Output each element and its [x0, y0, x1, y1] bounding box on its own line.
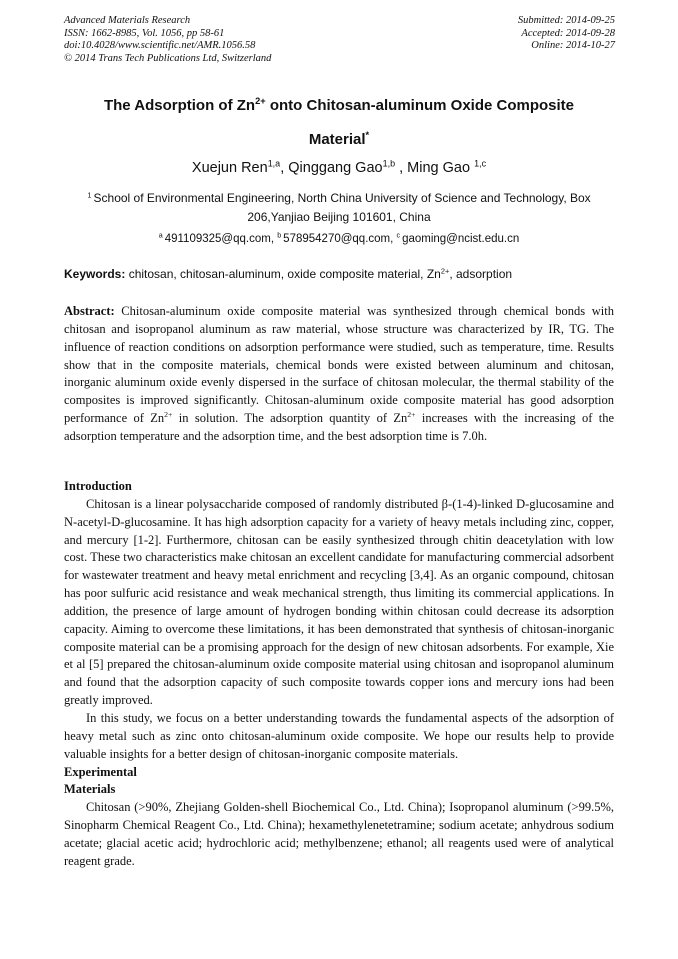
paragraph: Chitosan (>90%, Zhejiang Golden-shell Biochemical Co., Ltd. China); Isopropanol aluminum (>99.5%, Sinopharm Chemical Reagent Co., Ltd. China); hexamethylenetetramine; sodium acetate; anhydrous sodium acetate; glacial acetic acid; hydrochloric acid; methylbenzene; ethanol; all reagents used were of analytical reagent grade. [64, 800, 614, 868]
author-name: Ming Gao [407, 160, 475, 176]
email-address: 491109325@qq.com [164, 233, 271, 245]
paragraph: Chitosan is a linear polysaccharide composed of randomly distributed β-(1-4)-linked D-glucosamine and N-acetyl-D-glucosamine. It has high adsorption capacity for a variety of heavy metals including zinc, copper, and mercury [1-2]. Furthermore, chitosan can be easily synthesized through chitin deacetylation with low cost. These two characteristics make chitosan an excellent candidate for manufacturing commercial adsorbent for wastewater treatment and heavy metal enrichment and recycling [3,4]. As an organic compound, chitosan has poor sulfuric acid resistance and weak mechanical strength, thus limiting its commercial applications. In addition, the presence of large amount of hydrogen bonding within chitosan could decrease its adsorption capacity. Aiming to overcome these limitations, it has been demonstrated that synthesis of chitosan-inorganic composite material can be a promising approach for the design of new chitosan adsorbents. For example, Xie et al [5] prepared the chitosan-aluminum oxide composite material using chitosan and isopropanol aluminum and found that the adsorption capacity of such composite towards copper ions and mercury ions had been greatly improved. [64, 496, 614, 708]
paper-title: The Adsorption of $Zn^{2+}$ onto Chitosan-aluminum Oxide Composite Material* [103, 96, 575, 148]
accepted-date: Accepted: 2014-09-28 [521, 27, 615, 39]
issn-line: ISSN: 1662-8985, Vol. 1056, pp 58-61 [64, 27, 225, 39]
section-heading-experimental: Experimental [64, 764, 137, 779]
email-list: $^a$ 491109325@qq.com, $^b$ 578954270@qq.com, $^c$ gaoming@ncist.edu.cn [158, 231, 520, 245]
subsection-heading-materials: Materials [64, 782, 116, 797]
section-heading-introduction: Introduction [64, 479, 132, 493]
main-body [64, 478, 614, 871]
doi-line: doi:10.4028/www.scientific.net/AMR.1056.58 [64, 40, 256, 52]
copyright-line: © 2014 Trans Tech Publications Ltd, Switzerland [64, 52, 272, 64]
journal-info [64, 15, 271, 65]
abstract: Abstract: Chitosan-aluminum oxide composite material was synthesized through chemical bonds with chitosan and isopropanol aluminum as raw material, whose structure was characterized by IR, TG. The influence of reaction conditions on adsorption performance were studied, such as temperature, time. Results show that in the composite materials, chemical bonds were existed between aluminum and chitosan, inorganic aluminum oxide evenly dispersed in the surface of chitosan molecular, the thermal stability of the composites is improved significantly. Chitosan-aluminum oxide composite material has good adsorption performance of $Zn^{2+}$ in solution. The adsorption quantity of $Zn^{2+}$ increases with the increasing of the adsorption temperature and the adsorption time, and the best adsorption time is 7.0h. [64, 304, 615, 443]
dates-info [518, 15, 615, 53]
author-name: Qinggang Gao [288, 160, 383, 176]
author-name: Xuejun Ren [191, 160, 268, 176]
online-date: Online: 2014-10-27 [531, 40, 615, 52]
submitted-date: Submitted: 2014-09-25 [517, 15, 615, 26]
keywords: Keywords: chitosan, chitosan-aluminum, oxide composite material, $Zn^{2+}$, adsorption [64, 266, 513, 281]
affiliation: $^1$ School of Environmental Engineering, North China University of Science and Technology, Box 206,Yanjiao Beijing 101601, China [87, 190, 591, 224]
keywords-label: Keywords: [64, 267, 126, 281]
journal-name: Advanced Materials Research [64, 15, 191, 26]
abstract-label: Abstract: [64, 304, 115, 318]
paragraph: In this study, we focus on a better understanding towards the fundamental aspects of the adsorption of heavy metal such as zinc onto chitosan-aluminum oxide composite. We hope our results help to provide valuable insights for a better design of chitosan-inorganic composite materials. [64, 710, 614, 761]
author-list: Xuejun Ren$^{1,a}$, Qinggang Gao$^{1,b}$ , Ming Gao $^{1,c}$ [191, 158, 487, 176]
email-address: 578954270@qq.com [283, 233, 391, 245]
email-address: gaoming@ncist.edu.cn [402, 233, 520, 245]
